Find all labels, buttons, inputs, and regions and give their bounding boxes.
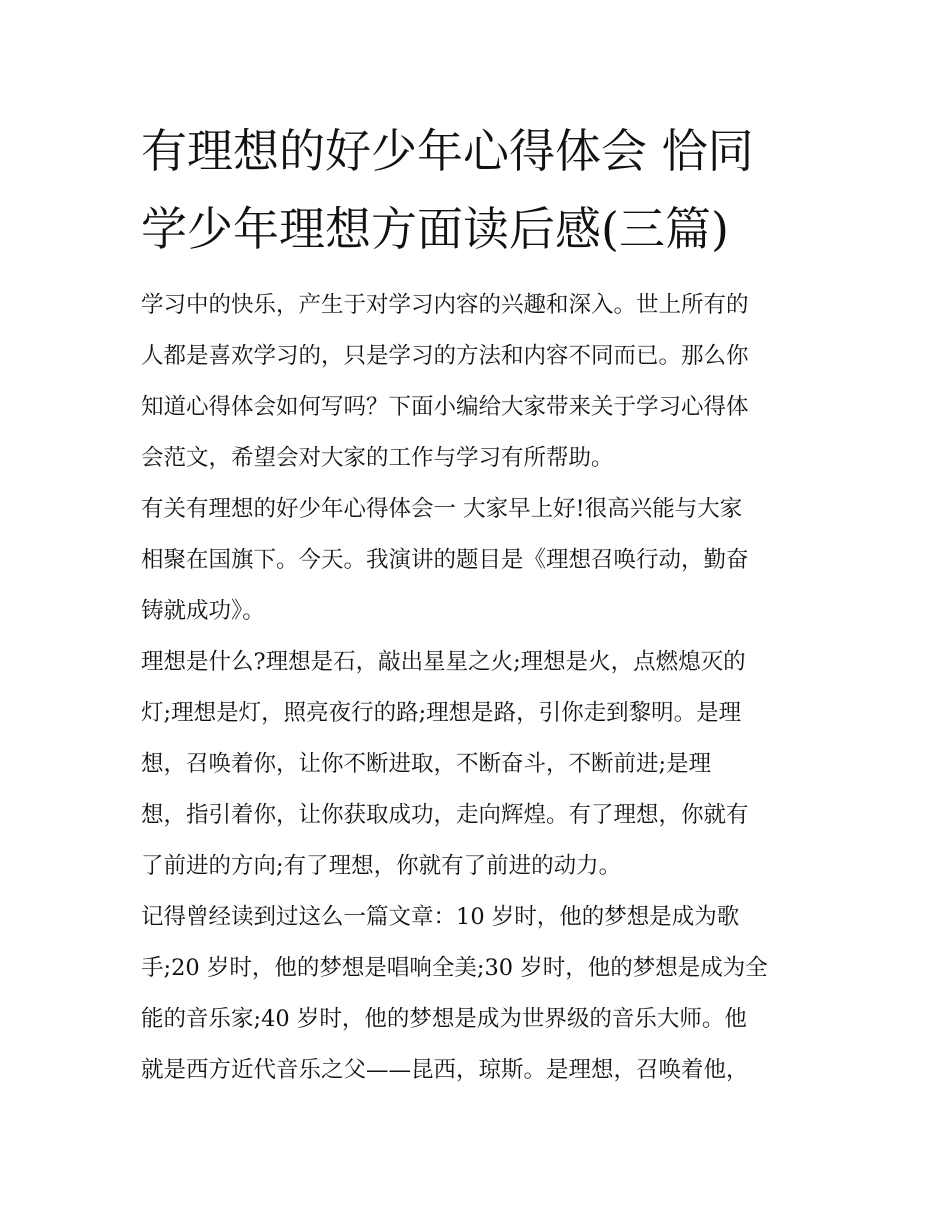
title-line: 学少年理想方面读后感(三篇): [141, 202, 729, 256]
paragraph-quincy-jones: [141, 892, 831, 1096]
document-body: [141, 280, 831, 1096]
text-line: 就是西方近代音乐之父——昆西，琼斯。是理想，召唤着他，: [141, 1057, 749, 1083]
text-line: 知道心得体会如何写吗？下面小编给大家带来关于学习心得体: [141, 394, 749, 420]
text-line: 想，指引着你，让你获取成功，走向辉煌。有了理想，你就有: [141, 802, 749, 828]
paragraph-what-is-ideal: [141, 637, 831, 892]
text-line: 会范文，希望会对大家的工作与学习有所帮助。: [141, 445, 614, 471]
text-line: 手;20 岁时，他的梦想是唱响全美;30 岁时，他的梦想是成为全: [141, 955, 768, 981]
text-line: 相聚在国旗下。今天。我演讲的题目是《理想召唤行动，勤奋: [141, 547, 749, 573]
text-line: 有关有理想的好少年心得体会一 大家早上好!很高兴能与大家: [141, 496, 743, 522]
paragraph-intro: [141, 280, 831, 484]
text-line: 想，召唤着你，让你不断进取，不断奋斗，不断前进;是理: [141, 751, 712, 777]
text-line: 人都是喜欢学习的，只是学习的方法和内容不同而已。那么你: [141, 343, 749, 369]
paragraph-speech-opening: [141, 484, 831, 637]
title-line: 有理想的好少年心得体会 恰同: [141, 124, 754, 178]
text-line: 理想是什么?理想是石，敲出星星之火;理想是火，点燃熄灭的: [141, 649, 746, 675]
document-title: [141, 112, 831, 268]
text-line: 了前进的方向;有了理想，你就有了前进的动力。: [141, 853, 622, 879]
text-line: 灯;理想是灯，照亮夜行的路;理想是路，引你走到黎明。是理: [141, 700, 742, 726]
text-line: 学习中的快乐，产生于对学习内容的兴趣和深入。世上所有的: [141, 292, 749, 318]
text-line: 能的音乐家;40 岁时，他的梦想是成为世界级的音乐大师。他: [141, 1006, 747, 1032]
text-line: 记得曾经读到过这么一篇文章：10 岁时，他的梦想是成为歌: [141, 904, 740, 930]
text-line: 铸就成功》。: [141, 598, 265, 624]
